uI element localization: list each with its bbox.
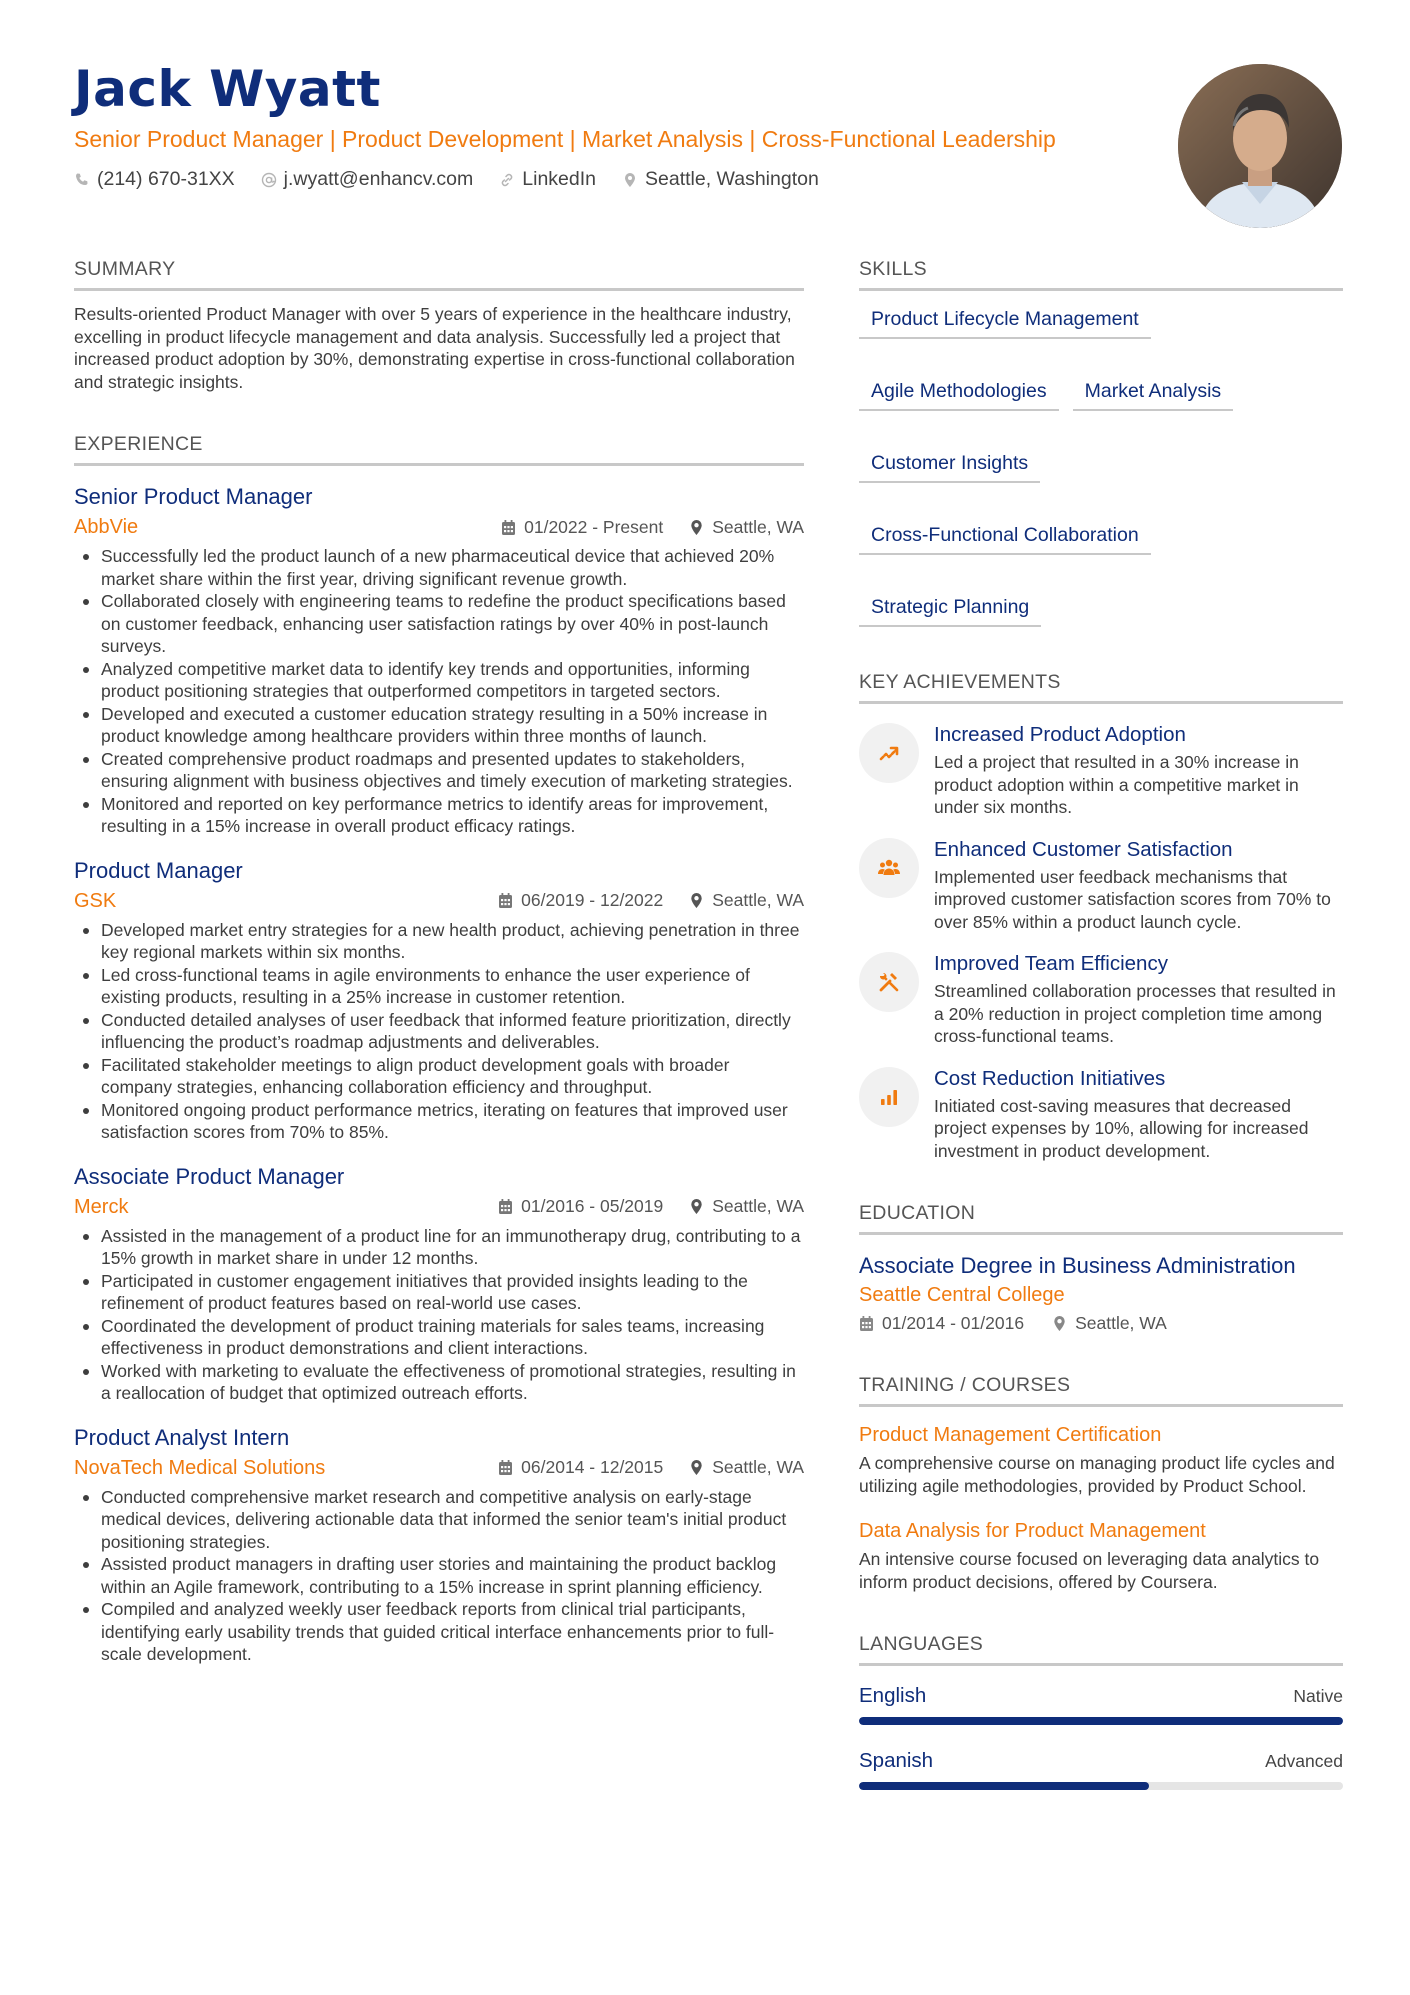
bullet-item: Successfully led the product launch of a new pharmaceutical device that achieved 20% market share within the first year, driving significant revenue growth. [74, 545, 804, 590]
contact-email[interactable] [261, 168, 474, 191]
tools-icon [859, 952, 919, 1012]
bullet-item: Compiled and analyzed weekly user feedback reports from clinical trial participants, identifying early usability trends that guided critical interface enhancements prior to full-scale development. [74, 1598, 804, 1666]
map-pin-icon [689, 519, 704, 536]
course-item [859, 1517, 1343, 1593]
bullet-item: Developed and executed a customer education strategy resulting in a 50% increase in product knowledge among healthcare providers within three months of launch. [74, 703, 804, 748]
location-text: Seattle, Washington [645, 168, 819, 190]
skill-tag: Agile Methodologies [859, 375, 1059, 411]
map-pin-icon [1052, 1315, 1067, 1332]
profile-photo [1178, 64, 1342, 228]
company-name: Merck [74, 1195, 129, 1218]
language-bar [859, 1782, 1343, 1790]
language-name: English [859, 1684, 927, 1707]
skill-tag: Market Analysis [1073, 375, 1234, 411]
candidate-name: Jack Wyatt [74, 60, 381, 118]
calendar-icon [498, 1198, 513, 1215]
summary-text: Results-oriented Product Manager with over 5 years of experience in the healthcare industry, excelling in product lifecycle management and data analysis. Successfully led a project that increased product adoption by 30%, demonstrating expertise in cross-functional collaboration and strategic insights. [74, 304, 795, 392]
map-pin-icon [622, 172, 638, 188]
bar-chart-icon [859, 1067, 919, 1127]
languages-section [859, 1631, 1343, 1790]
job-dates: 01/2016 - 05/2019 [521, 1196, 664, 1216]
course-desc: An intensive course focused on leveraging data analytics to inform product decisions, offered by Coursera. [859, 1549, 1320, 1592]
achievements-heading: KEY ACHIEVEMENTS [859, 669, 1343, 704]
achievement-desc: Initiated cost-saving measures that decreased project expenses by 10%, allowing for increased investment in product development. [934, 1095, 1309, 1161]
language-name: Spanish [859, 1749, 934, 1772]
bullet-item: Assisted in the management of a product line for an immunotherapy drug, contributing to a 15% growth in market share in under 12 months. [74, 1225, 804, 1270]
linkedin-text: LinkedIn [522, 168, 596, 190]
training-heading: TRAINING / COURSES [859, 1372, 1343, 1407]
calendar-icon [498, 892, 513, 909]
achievement-item [859, 836, 1343, 934]
job-entry [74, 1423, 804, 1666]
experience-heading: EXPERIENCE [74, 431, 804, 466]
job-location: Seattle, WA [712, 516, 804, 537]
bullet-item: Led cross-functional teams in agile environments to enhance the user experience of existing products, resulting in a 25% increase in customer retention. [74, 964, 804, 1009]
job-meta [74, 514, 804, 540]
education-section [859, 1200, 1343, 1334]
at-icon [261, 172, 277, 188]
company-name: NovaTech Medical Solutions [74, 1456, 326, 1479]
job-entry [74, 482, 804, 838]
language-bar-fill [859, 1717, 1343, 1725]
bullet-item: Analyzed competitive market data to identify key trends and opportunities, informing product positioning strategies that outperformed competitors in targeted sectors. [74, 658, 804, 703]
achievement-desc: Implemented user feedback mechanisms that improved customer satisfaction scores from 70% to over 85% within a product launch cycle. [934, 866, 1331, 932]
job-title: Senior Product Manager [74, 484, 313, 509]
bullet-item: Created comprehensive product roadmaps and presented updates to stakeholders, ensuring alignment with business objectives and timely execution of marketing strategies. [74, 748, 804, 793]
language-item [859, 1682, 1343, 1725]
achievement-desc: Led a project that resulted in a 30% increase in product adoption within a competitive market in under six months. [934, 752, 1299, 817]
skill-tag: Cross-Functional Collaboration [859, 519, 1151, 555]
education-heading: EDUCATION [859, 1200, 1343, 1235]
achievement-title: Enhanced Customer Satisfaction [934, 837, 1233, 861]
job-dates: 06/2014 - 12/2015 [521, 1457, 664, 1477]
calendar-icon [501, 519, 516, 536]
achievement-desc: Streamlined collaboration processes that resulted in a 20% reduction in project completion time among cross-functional teams. [934, 981, 1336, 1046]
language-bar [859, 1717, 1343, 1725]
bullet-item: Assisted product managers in drafting user stories and maintaining the product backlog within an Agile framework, contributing to a 15% increase in sprint planning efficiency. [74, 1553, 804, 1598]
job-bullets [74, 1486, 804, 1666]
school-name: Seattle Central College [859, 1284, 1065, 1306]
education-meta [859, 1313, 1343, 1334]
users-icon [859, 838, 919, 898]
achievement-title: Improved Team Efficiency [934, 952, 1168, 975]
job-bullets [74, 545, 804, 838]
job-bullets [74, 1225, 804, 1405]
language-level: Native [1293, 1686, 1343, 1706]
contact-linkedin[interactable] [499, 168, 596, 191]
skills-section [859, 256, 1343, 627]
job-location: Seattle, WA [712, 890, 804, 910]
job-location: Seattle, WA [712, 1196, 804, 1216]
phone-icon [74, 172, 90, 188]
language-item [859, 1747, 1343, 1790]
bullet-item: Participated in customer engagement initiatives that provided insights leading to the refinement of product features based on real-world use cases. [74, 1270, 804, 1315]
skill-tag: Product Lifecycle Management [859, 303, 1151, 339]
trend-arrow-icon [859, 723, 919, 783]
achievement-item [859, 721, 1343, 819]
job-meta [74, 888, 804, 914]
bullet-item: Monitored and reported on key performance metrics to identify areas for improvement, resulting in a 15% increase in overall product efficacy ratings. [74, 793, 804, 838]
job-entry [74, 1162, 804, 1405]
achievements-section [859, 669, 1343, 1162]
summary-section [74, 256, 804, 393]
achievement-title: Cost Reduction Initiatives [934, 1066, 1166, 1090]
achievement-title: Increased Product Adoption [934, 723, 1186, 746]
course-title: Product Management Certification [859, 1424, 1162, 1446]
job-dates: 06/2019 - 12/2022 [521, 890, 664, 910]
contact-bar [74, 168, 1174, 191]
email-text: j.wyatt@enhancv.com [283, 168, 474, 190]
job-bullets [74, 919, 804, 1144]
company-name: AbbVie [74, 516, 139, 538]
achievement-item [859, 1065, 1343, 1163]
resume-header [74, 58, 1174, 191]
job-title: Product Manager [74, 857, 243, 883]
contact-location [622, 168, 819, 191]
link-icon [499, 172, 515, 188]
skills-list [859, 303, 1343, 627]
course-item [859, 1421, 1343, 1497]
bullet-item: Conducted detailed analyses of user feedback that informed feature prioritization, directly influencing the product’s roadmap adjustments and deliverables. [74, 1009, 804, 1054]
bullet-item: Developed market entry strategies for a new health product, achieving penetration in three key regional markets within six months. [74, 919, 804, 964]
right-column [859, 256, 1343, 1790]
job-title: Associate Product Manager [74, 1163, 345, 1189]
education-location: Seattle, WA [1075, 1313, 1167, 1333]
bullet-item: Collaborated closely with engineering teams to redefine the product specifications based on customer feedback, enhancing user satisfaction ratings by over 40% in post-launch surveys. [74, 590, 804, 658]
course-title: Data Analysis for Product Management [859, 1520, 1206, 1542]
training-section [859, 1372, 1343, 1593]
calendar-icon [859, 1315, 874, 1332]
phone-text: (214) 670-31XX [97, 168, 235, 190]
calendar-icon [498, 1459, 513, 1476]
left-column [74, 256, 804, 1666]
course-desc: A comprehensive course on managing product life cycles and utilizing agile methodologies, provided by Product School. [859, 1453, 1335, 1496]
bullet-item: Worked with marketing to evaluate the effectiveness of promotional strategies, resulting in a reallocation of budget that optimized outreach efforts. [74, 1360, 804, 1405]
job-dates: 01/2022 - Present [524, 516, 664, 537]
job-location: Seattle, WA [712, 1457, 804, 1477]
company-name: GSK [74, 889, 117, 912]
bullet-item: Conducted comprehensive market research and competitive analysis on early-stage medical devices, delivering actionable data that informed the senior team's initial product positioning strategies. [74, 1486, 804, 1554]
languages-heading: LANGUAGES [859, 1631, 1343, 1666]
job-title: Product Analyst Intern [74, 1424, 290, 1450]
language-level: Advanced [1265, 1751, 1343, 1771]
skill-tag: Strategic Planning [859, 591, 1041, 627]
job-meta [74, 1194, 804, 1220]
map-pin-icon [689, 1198, 704, 1215]
job-meta [74, 1455, 804, 1481]
skills-heading: SKILLS [859, 256, 1343, 291]
bullet-item: Coordinated the development of product training materials for sales teams, increasing effectiveness in product demonstrations and client interactions. [74, 1315, 804, 1360]
map-pin-icon [689, 1459, 704, 1476]
language-bar-fill [859, 1782, 1149, 1790]
summary-heading: SUMMARY [74, 256, 804, 291]
headline: Senior Product Manager | Product Development | Market Analysis | Cross-Functional Leadership [74, 126, 1056, 152]
bullet-item: Facilitated stakeholder meetings to align product development goals with broader company strategies, enhancing collaboration efficiency and throughput. [74, 1054, 804, 1099]
skill-tag: Customer Insights [859, 447, 1040, 483]
degree-title: Associate Degree in Business Administration [859, 1253, 1296, 1278]
achievement-item [859, 950, 1343, 1048]
map-pin-icon [689, 892, 704, 909]
bullet-item: Monitored ongoing product performance metrics, iterating on features that improved user satisfaction scores from 70% to 85%. [74, 1099, 804, 1144]
job-entry [74, 856, 804, 1144]
education-dates: 01/2014 - 01/2016 [882, 1313, 1025, 1333]
contact-phone[interactable] [74, 168, 235, 191]
experience-section [74, 431, 804, 1666]
